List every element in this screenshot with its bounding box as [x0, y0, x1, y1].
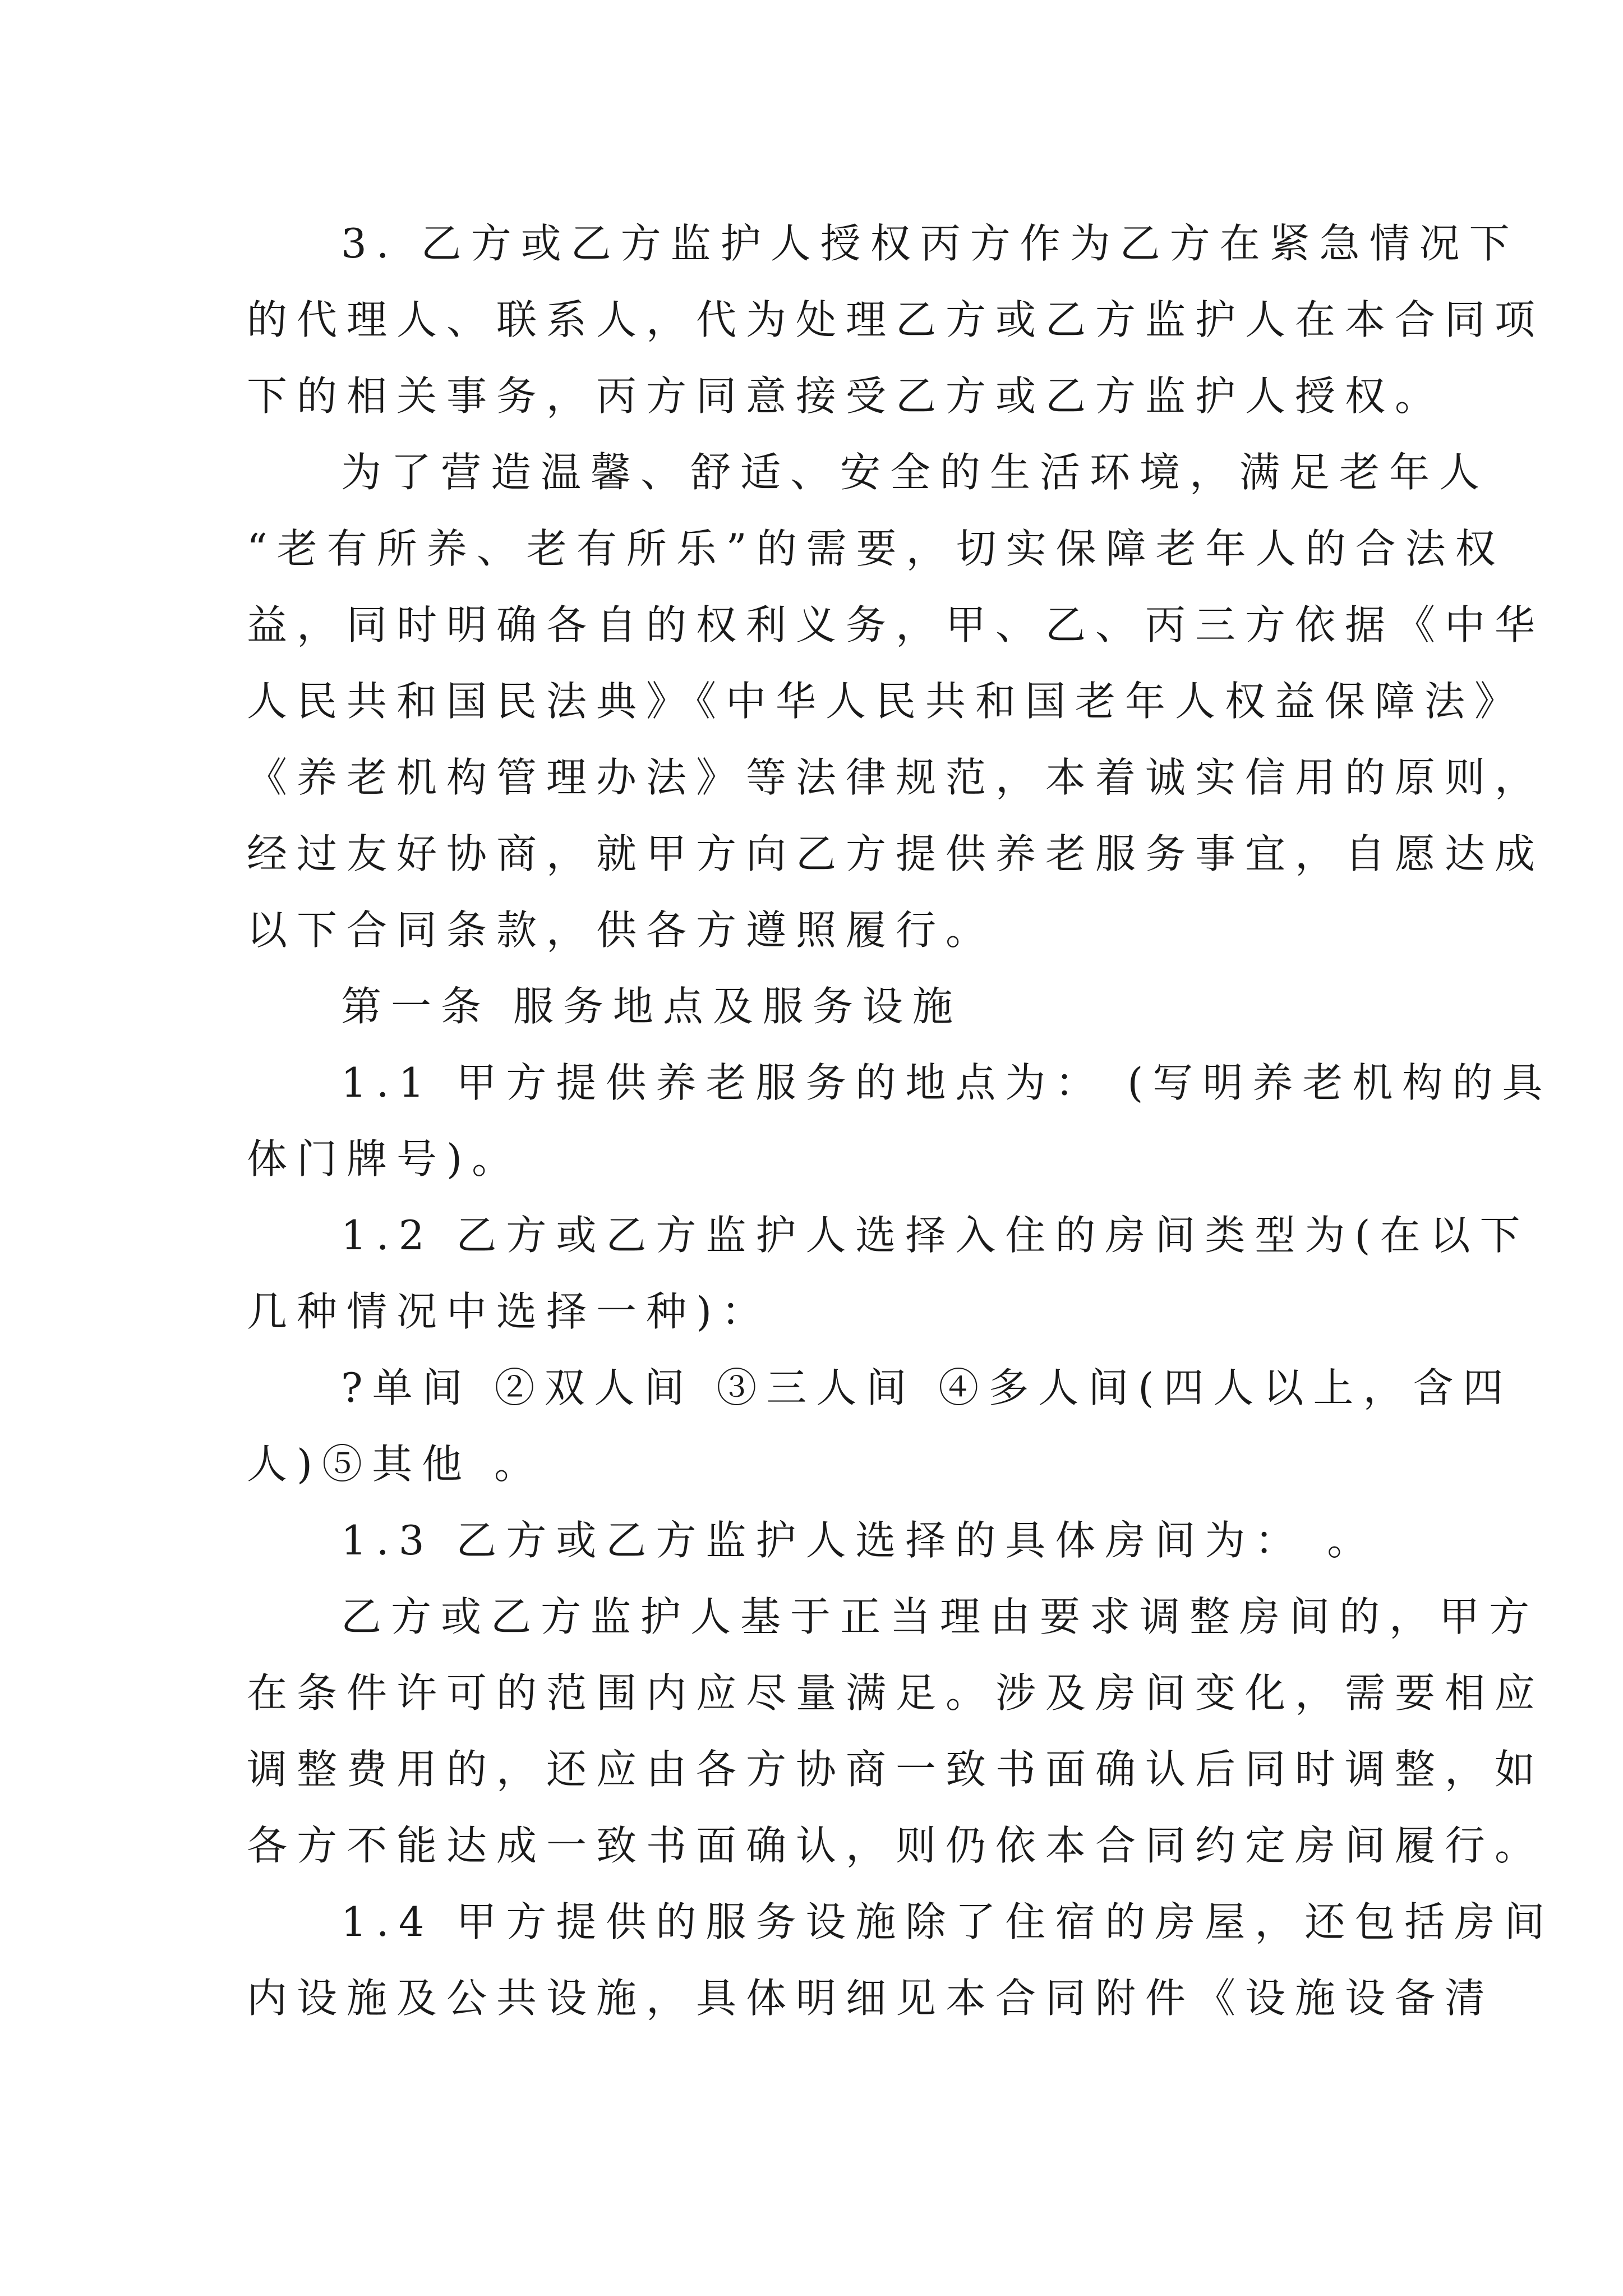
clause-1-3-line-1: 1.3 乙方或乙方监护人选择的具体房间为： 。 [341, 1517, 1377, 1564]
room-adjust-line-3: 调整费用的，还应由各方协商一致书面确认后同时调整，如 [247, 1746, 1545, 1793]
preamble-line-3: 益，同时明确各自的权利义务，甲、乙、丙三方依据《中华 [247, 601, 1545, 648]
preamble-line-4: 人民共和国民法典》《中华人民共和国老年人权益保障法》 [247, 678, 1525, 725]
preamble-line-5: 《养老机构管理办法》等法律规范，本着诚实信用的原则， [247, 754, 1545, 801]
clause-1-1-line-2: 体门牌号)。 [247, 1135, 522, 1182]
room-adjust-line-4: 各方不能达成一致书面确认，则仍依本合同约定房间履行。 [247, 1822, 1545, 1869]
clause-1-2-line-2: 几种情况中选择一种)： [247, 1288, 772, 1335]
clause-1-2-line-1: 1.2 乙方或乙方监护人选择入住的房间类型为(在以下 [341, 1212, 1530, 1259]
clause-1-4-line-2: 内设施及公共设施，具体明细见本合同附件《设施设备清 [247, 1975, 1495, 2022]
clause-1-1-line-1: 1.1 甲方提供养老服务的地点为： (写明养老机构的具 [341, 1059, 1552, 1106]
room-options-line-2: 人)⑤其他 。 [247, 1441, 544, 1488]
room-options-line-1: ?单间 ②双人间 ③三人间 ④多人间(四人以上，含四 [341, 1364, 1513, 1411]
preamble-line-2: “老有所养、老有所乐”的需要，切实保障老年人的合法权 [247, 525, 1505, 572]
room-adjust-line-1: 乙方或乙方监护人基于正当理由要求调整房间的，甲方 [341, 1593, 1539, 1640]
preamble-line-7: 以下合同条款，供各方遵照履行。 [247, 907, 996, 954]
paragraph-3-line-1: 3. 乙方或乙方监护人授权丙方作为乙方在紧急情况下 [341, 220, 1519, 267]
paragraph-3-line-3: 下的相关事务，丙方同意接受乙方或乙方监护人授权。 [247, 372, 1445, 420]
paragraph-3-line-2: 的代理人、联系人，代为处理乙方或乙方监护人在本合同项 [247, 296, 1545, 343]
preamble-line-6: 经过友好协商，就甲方向乙方提供养老服务事宜，自愿达成 [247, 830, 1545, 877]
article-1-heading: 第一条 服务地点及服务设施 [341, 983, 962, 1030]
clause-1-4-line-1: 1.4 甲方提供的服务设施除了住宿的房屋，还包括房间 [341, 1898, 1555, 1945]
room-adjust-line-2: 在条件许可的范围内应尽量满足。涉及房间变化，需要相应 [247, 1669, 1545, 1717]
preamble-line-1: 为了营造温馨、舒适、安全的生活环境，满足老年人 [341, 449, 1490, 496]
